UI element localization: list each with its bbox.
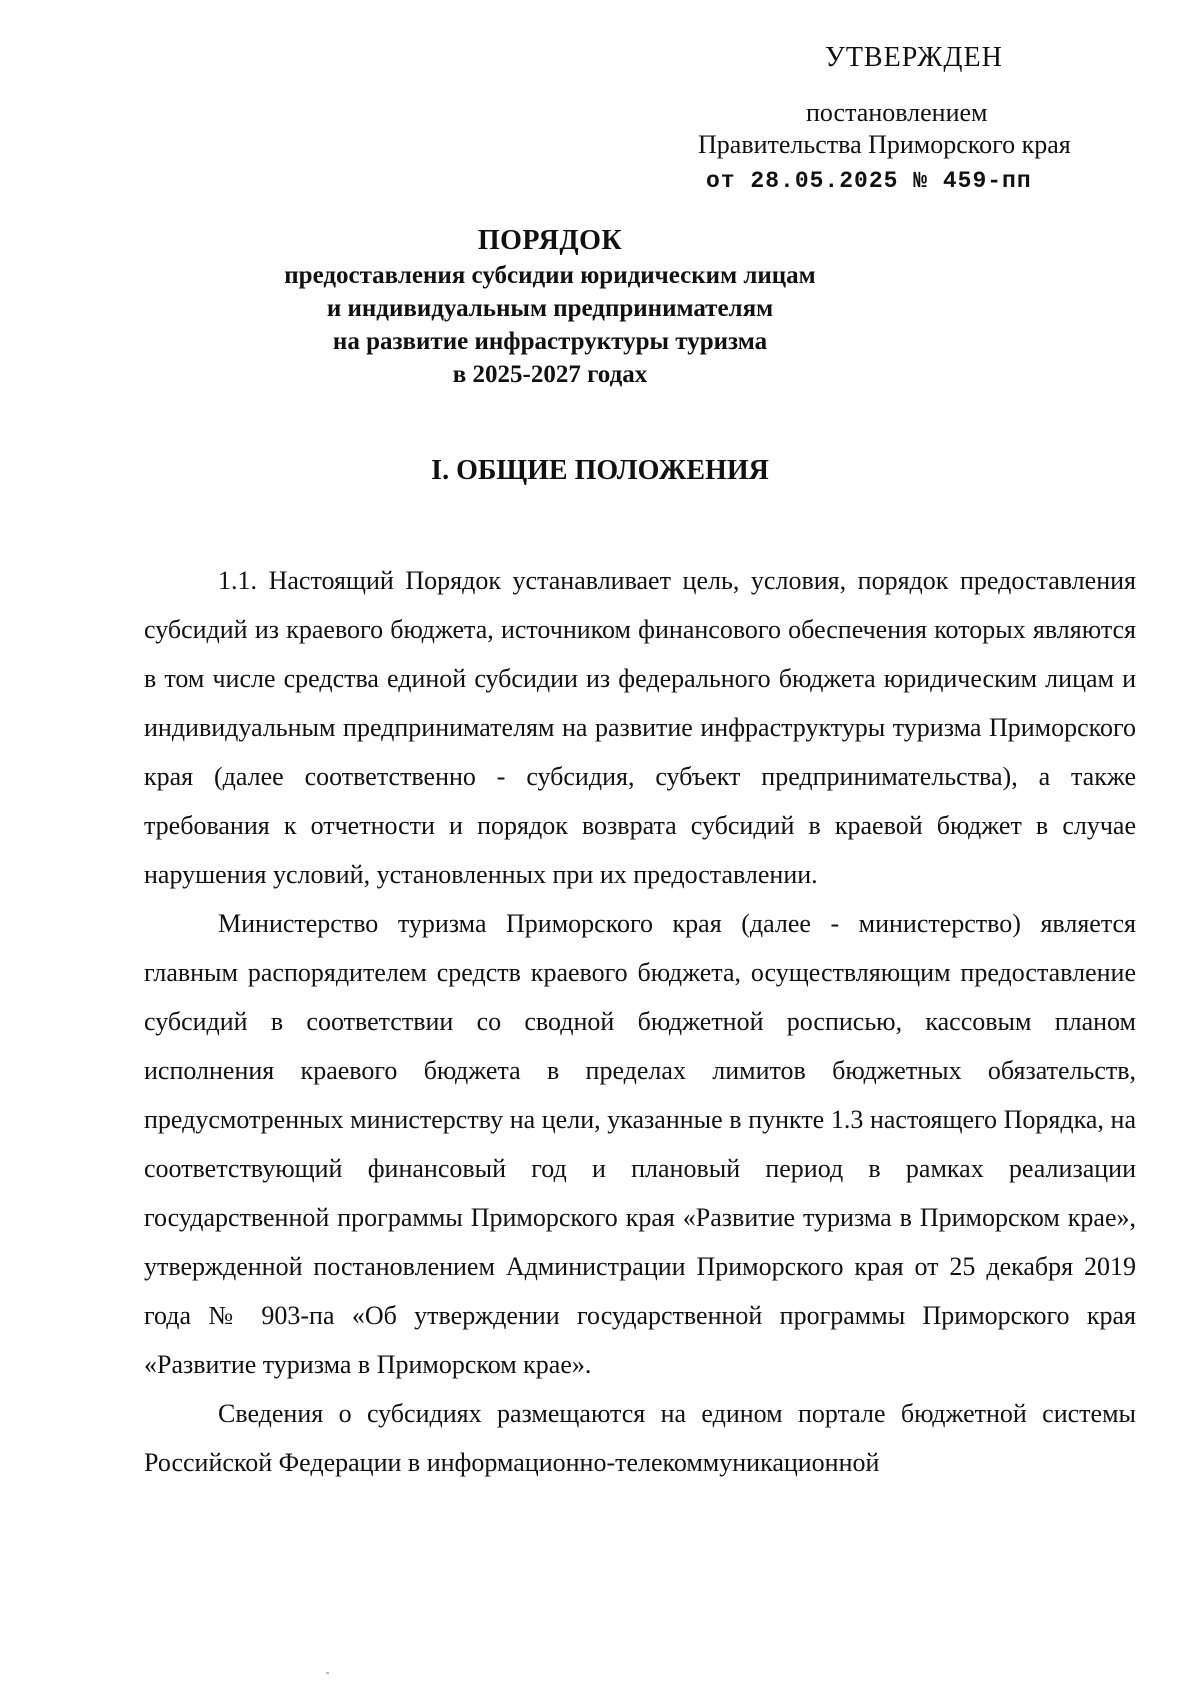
body-paragraph: Министерство туризма Приморского края (далее - министерство) является главным распорядителем средств краевого бюджета, осуществляющим предоставление субсидий в соответствии со сводной бюджетной росписью, кассовым планом исполнения краевого бюджета в пределах лимитов бюджетных обязательств, предусмотренных министерству на цели, указанные в пункте 1.3 настоящего Порядка, на соответствующий финансовый год и плановый период в рамках реализации государственной программы Приморского края «Развитие туризма в Приморском крае», утвержденной постановлением Администрации Приморского края от 25 декабря 2019 года № 903-па «Об утверждении государственной программы Приморского края «Развитие туризма в Приморском крае». [144,909,1136,1379]
document-body [144,556,1136,1487]
section-heading: I. ОБЩИЕ ПОЛОЖЕНИЯ [431,455,769,486]
body-paragraph: Сведения о субсидиях размещаются на едином портале бюджетной системы Российской Федерации в информационно-телекоммуникационной [144,1399,1136,1477]
document-title-block [200,223,900,391]
document-subtitle-line: в 2025-2027 годах [452,361,648,388]
approval-authority: Правительства Приморского края [698,130,1071,159]
approved-label: УТВЕРЖДЕН [825,42,1003,73]
approval-resolution-label: постановлением [806,98,988,127]
scan-artifact [326,1672,329,1674]
document-subtitle-line: на развитие инфраструктуры туризма [332,328,768,355]
approval-stamp [0,0,1200,200]
body-paragraph: 1.1. Настоящий Порядок устанавливает цель, условия, порядок предоставления субсидий из краевого бюджета, источником финансового обеспечения которых являются в том числе средства единой субсидии из федерального бюджета юридическим лицам и индивидуальным предпринимателям на развитие инфраструктуры туризма Приморского края (далее соответственно - субсидия, субъект предпринимательства), а также требования к отчетности и порядок возврата субсидий в краевой бюджет в случае нарушения условий, установленных при их предоставлении. [144,566,1136,889]
document-subtitle-line: предоставления субсидии юридическим лицам [284,262,816,289]
document-subtitle-line: и индивидуальным предпринимателям [326,295,774,322]
approval-date-number: от 28.05.2025 № 459-пп [706,168,1032,194]
document-title: ПОРЯДОК [477,225,623,256]
